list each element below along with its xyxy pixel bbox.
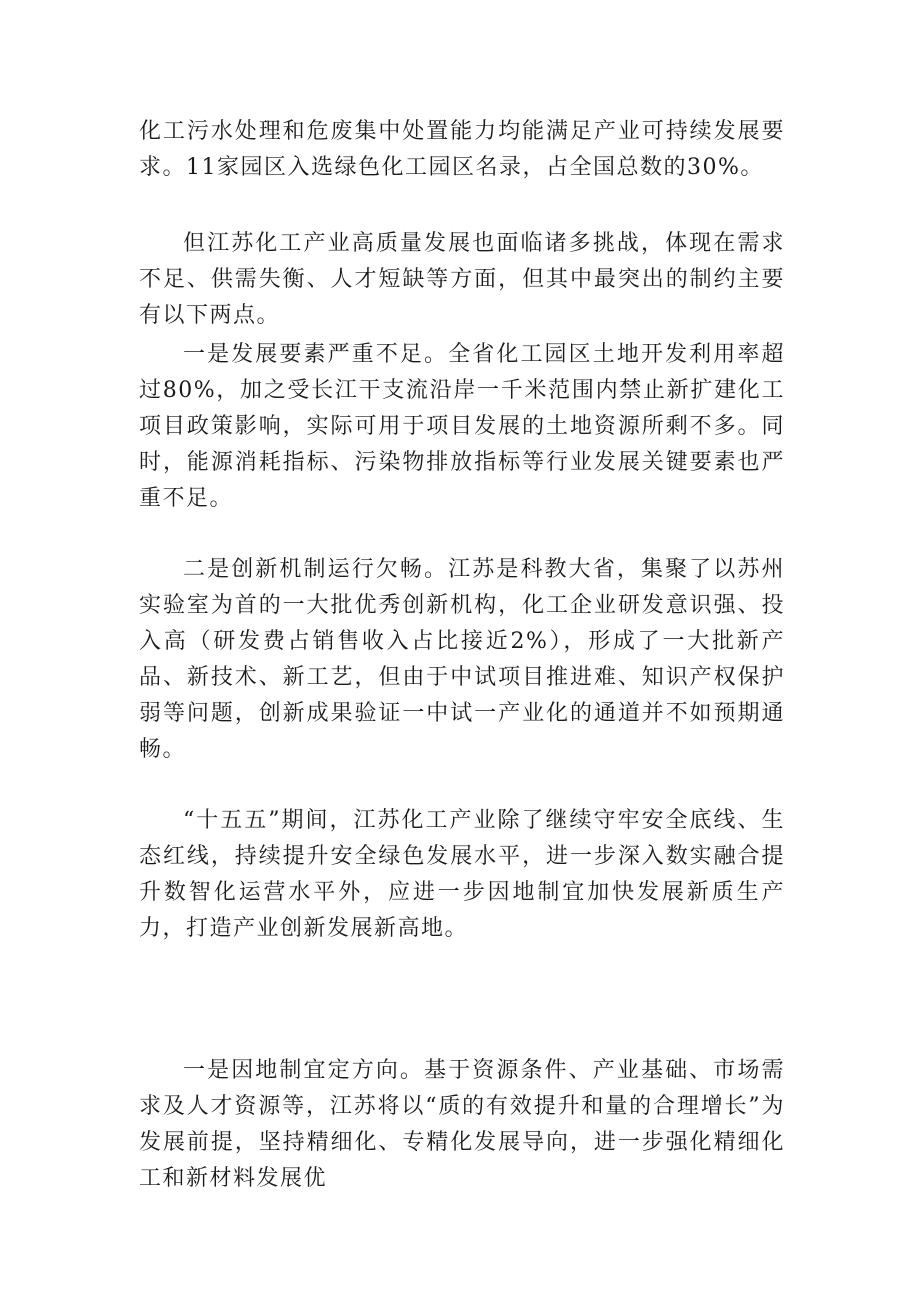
paragraph-innovation-mechanism: 二是创新机制运行欠畅。江苏是科教大省，集聚了以苏州实验室为首的一大批优秀创新机构，化工企业研发意识强、投入高（研发费占销售收入占比接近2%），形成了一大批新产品、新技术、新工艺，但由于中试项目推进难、知识产权保护弱等问题，创新成果验证一中试一产业化的通道并不如预期通畅。 bbox=[139, 557, 785, 762]
paragraph-fifteenth-five-year: “十五五”期间，江苏化工产业除了继续守牢安全底线、生态红线，持续提升安全绿色发展水平，进一步深入数实融合提升数智化运营水平外，应进一步因地制宜加快发展新质生产力，打造产业创新发展新高地。 bbox=[139, 808, 785, 941]
paragraph-continuation: 化工污水处理和危废集中处置能力均能满足产业可持续发展要求。11家园区入选绿色化工园区名录，占全国总数的30%。 bbox=[139, 119, 785, 180]
paragraph-factors-shortage: 一是发展要素严重不足。全省化工园区土地开发利用率超过80%，加之受长江干支流沿岸一千米范围内禁止新扩建化工项目政策影响，实际可用于项目发展的土地资源所剩不多。同时，能源消耗指标、污染物排放指标等行业发展关键要素也严重不足。 bbox=[139, 342, 785, 511]
paragraph-challenges: 但江苏化工产业高质量发展也面临诸多挑战，体现在需求不足、供需失衡、人才短缺等方面，但其中最突出的制约主要有以下两点。 bbox=[139, 231, 785, 328]
paragraph-direction: 一是因地制宜定方向。基于资源条件、产业基础、市场需求及人才资源等，江苏将以“质的有效提升和量的合理增长”为发展前提，坚持精细化、专精化发展导向，进一步强化精细化工和新材料发展优 bbox=[139, 1058, 785, 1191]
